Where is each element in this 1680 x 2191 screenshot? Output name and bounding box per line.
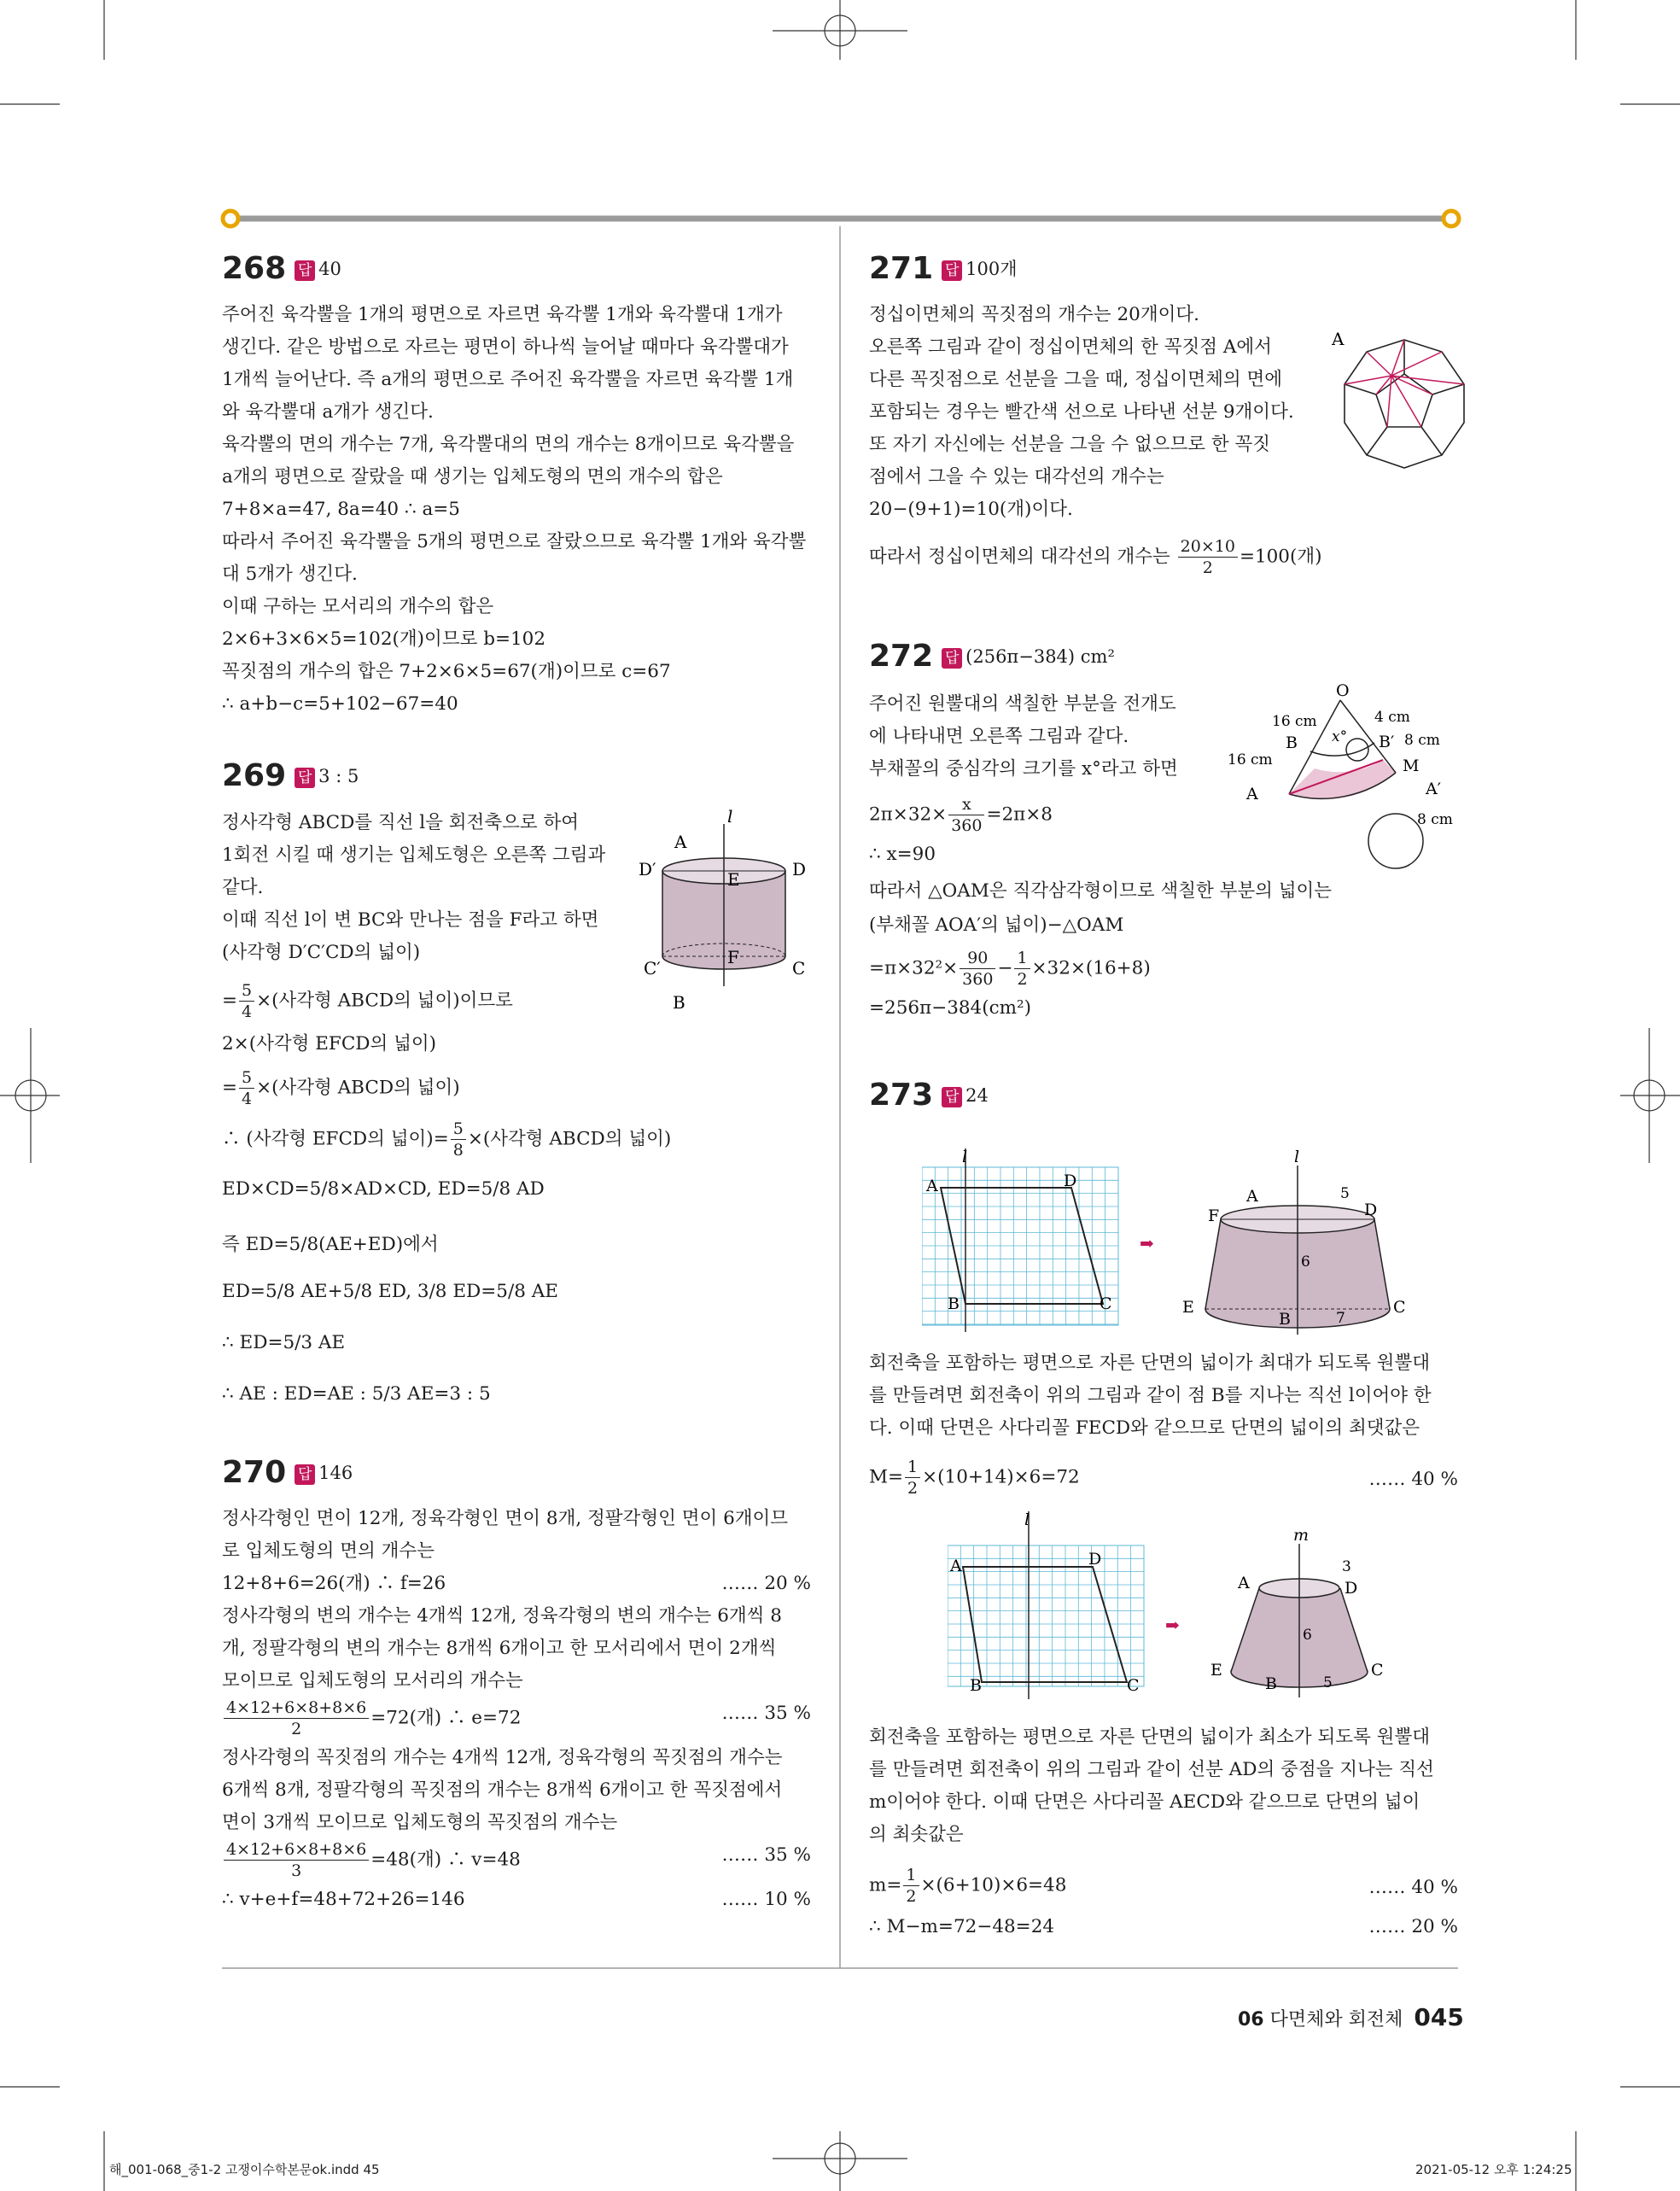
equation: = $\frac{5}{4}$ ×(사각형 ABCD의 넓이) — [222, 1068, 460, 1108]
svg-text:E: E — [1210, 1661, 1222, 1680]
equation: (부채꼴 AOA′의 넓이)−△OAM — [869, 914, 1124, 936]
text-line: 와 육각뿔대 a개가 생긴다. — [222, 401, 434, 423]
sector-figure — [1221, 683, 1468, 871]
svg-text:F: F — [1208, 1207, 1220, 1225]
svg-text:16 cm: 16 cm — [1272, 713, 1317, 730]
svg-text:l: l — [1024, 1511, 1030, 1529]
problem-270-header — [222, 1455, 353, 1490]
answer-mark-icon: 답 — [942, 260, 962, 281]
problem-number: 271 — [869, 251, 934, 286]
text-line: 꼭짓점의 개수의 합은 7+2×6×5=67(개)이므로 c=67 — [222, 661, 671, 682]
equation: ∴ M−m=72−48=24 …… 20 % — [869, 1916, 1458, 1937]
equation: =π×32²× $\frac{90}{360}$ − $\frac{1}{2}$ ×32×(16+8) — [869, 949, 1151, 989]
problem-number: 272 — [869, 639, 934, 674]
text-line: ∴ v+e+f=48+72+26=146 …… 10 % — [222, 1889, 811, 1910]
equation: ∴ (사각형 EFCD의 넓이)= $\frac{5}{8}$ ×(사각형 ABCD의 넓이) — [222, 1119, 672, 1160]
answer: 100개 — [965, 259, 1018, 279]
equation: 따라서 △OAM은 직각삼각형이므로 색칠한 부분의 넓이는 — [869, 880, 1333, 902]
page-footer — [1238, 2003, 1464, 2031]
svg-text:6: 6 — [1301, 1253, 1310, 1271]
svg-text:8 cm: 8 cm — [1417, 811, 1453, 828]
svg-text:A: A — [1246, 785, 1258, 803]
text-line: 1개씩 늘어난다. 즉 a개의 평면으로 주어진 육각뿔을 자르면 육각뿔 1개 — [222, 369, 794, 390]
equation: ∴ x=90 — [869, 844, 936, 865]
svg-text:B: B — [970, 1676, 982, 1695]
svg-text:l: l — [1294, 1148, 1300, 1166]
svg-text:A: A — [926, 1177, 938, 1195]
problem-268-body — [222, 299, 820, 721]
equation: ∴ ED=5/3 AE — [222, 1332, 346, 1353]
text-line: m이어야 한다. 이때 단면은 사다리꼴 AECD와 같으므로 단면의 넓이 — [869, 1791, 1420, 1813]
problem-number: 273 — [869, 1078, 934, 1113]
problem-268-header — [222, 251, 341, 286]
svg-text:B: B — [673, 992, 685, 1013]
svg-text:E: E — [727, 869, 740, 890]
text-line: 회전축을 포함하는 평면으로 자른 단면의 넓이가 최소가 되도록 원뿔대 — [869, 1727, 1430, 1748]
text-line: 주어진 육각뿔을 1개의 평면으로 자르면 육각뿔 1개와 육각뿔대 1개가 — [222, 304, 783, 325]
answer-mark-icon: 답 — [295, 768, 315, 788]
text-line: 에 나타내면 오른쪽 그림과 같다. — [869, 726, 1129, 747]
problem-273-header — [869, 1078, 989, 1113]
section-number: 06 — [1238, 2009, 1264, 2030]
svg-text:➡: ➡ — [1165, 1615, 1180, 1635]
text-line: (사각형 D′C′CD의 넓이) — [222, 942, 421, 963]
svg-text:D: D — [1064, 1171, 1077, 1190]
equation: ED×CD=5/8×AD×CD, ED=5/8 AD — [222, 1178, 545, 1200]
problem-272-header — [869, 639, 1115, 674]
text-line: 주어진 원뿔대의 색칠한 부분을 전개도 — [869, 693, 1176, 715]
svg-text:7: 7 — [1336, 1310, 1345, 1327]
text-line: 면이 3개씩 모이므로 입체도형의 꼭짓점의 개수는 — [222, 1812, 618, 1833]
answer: 24 — [965, 1085, 989, 1106]
svg-text:A: A — [674, 832, 687, 852]
text-line: ∴ a+b−c=5+102−67=40 — [222, 693, 458, 715]
problem-number: 268 — [222, 251, 287, 286]
text-line: 이때 구하는 모서리의 개수의 합은 — [222, 596, 494, 617]
svg-text:C: C — [1127, 1676, 1140, 1695]
svg-text:➡: ➡ — [1140, 1233, 1154, 1253]
svg-text:F: F — [727, 947, 739, 967]
svg-text:D: D — [1345, 1579, 1358, 1598]
svg-text:E: E — [1182, 1298, 1194, 1317]
svg-text:x°: x° — [1332, 728, 1348, 745]
svg-text:C′: C′ — [644, 958, 661, 979]
answer-mark-icon: 답 — [295, 260, 315, 281]
svg-text:4 cm: 4 cm — [1374, 709, 1410, 726]
svg-text:M: M — [1403, 757, 1420, 775]
svg-text:C: C — [1393, 1298, 1406, 1317]
svg-text:D′: D′ — [639, 859, 656, 879]
text-line: 또 자기 자신에는 선분을 그을 수 없으므로 한 꼭짓 — [869, 434, 1271, 455]
svg-text:l: l — [727, 807, 733, 827]
text-line: 육각뿔의 면의 개수는 7개, 육각뿔대의 면의 개수는 8개이므로 육각뿔을 — [222, 434, 795, 455]
svg-text:C: C — [792, 958, 806, 979]
answer-mark-icon: 답 — [295, 1464, 315, 1485]
problem-273-body-2 — [869, 1721, 1458, 1851]
text-line: 같다. — [222, 877, 264, 898]
svg-text:A: A — [1238, 1574, 1250, 1592]
svg-text:C: C — [1371, 1661, 1384, 1680]
equation: m= $\frac{1}{2}$ ×(6+10)×6=48 …… 40 % — [869, 1866, 1458, 1906]
section-title: 다면체와 회전체 — [1269, 2009, 1403, 2030]
text-line: 이때 직선 l이 변 BC와 만나는 점을 F라고 하면 — [222, 909, 599, 931]
equation: =256π−384(cm²) — [869, 997, 1032, 1019]
svg-text:D: D — [792, 859, 807, 879]
svg-text:m: m — [1293, 1526, 1310, 1545]
svg-text:A: A — [1332, 329, 1345, 349]
svg-text:8 cm: 8 cm — [1404, 732, 1440, 749]
svg-text:A′: A′ — [1426, 780, 1442, 798]
answer-mark-icon: 답 — [942, 1087, 962, 1107]
text-line: $\frac{4\times 12+6\times 8+8\times 6}{3}$ =48(개) ∴ v=48 …… 35 % — [222, 1839, 811, 1884]
text-line: 정십이면체의 꼭짓점의 개수는 20개이다. — [869, 304, 1200, 325]
svg-text:3: 3 — [1342, 1558, 1351, 1575]
text-line: 6개씩 8개, 정팔각형의 꼭짓점의 개수는 8개씩 6개이고 한 꼭짓점에서 — [222, 1779, 783, 1801]
text-line: 20−(9+1)=10(개)이다. — [869, 499, 1073, 520]
answer: 146 — [318, 1463, 353, 1483]
text-line: 모이므로 입체도형의 모서리의 개수는 — [222, 1670, 523, 1691]
dodecahedron-figure — [1332, 324, 1477, 487]
text-line: 정사각형의 변의 개수는 4개씩 12개, 정육각형의 변의 개수는 6개씩 8 — [222, 1605, 782, 1627]
svg-text:16 cm: 16 cm — [1228, 751, 1273, 768]
problem-270-body — [222, 1503, 811, 1916]
text-line: 12+8+6=26(개) ∴ f=26 …… 20 % — [222, 1573, 811, 1594]
text-line: 로 입체도형의 면의 개수는 — [222, 1540, 435, 1562]
equation: = $\frac{5}{4}$ ×(사각형 ABCD의 넓이)이므로 — [222, 981, 513, 1021]
answer-mark-icon: 답 — [942, 648, 962, 669]
problem-272-body — [869, 688, 1228, 786]
svg-text:5: 5 — [1340, 1185, 1350, 1202]
problem-number: 270 — [222, 1455, 287, 1490]
svg-text:6: 6 — [1303, 1627, 1312, 1644]
svg-text:5: 5 — [1323, 1674, 1333, 1691]
text-line: 정사각형인 면이 12개, 정육각형인 면이 8개, 정팔각형인 면이 6개이므 — [222, 1508, 789, 1529]
svg-text:B: B — [948, 1294, 960, 1313]
text-line: 개, 정팔각형의 변의 개수는 8개씩 6개이고 한 모서리에서 면이 2개씩 — [222, 1638, 777, 1659]
text-line: 대 5개가 생긴다. — [222, 564, 358, 585]
text-line: 따라서 주어진 육각뿔을 5개의 평면으로 잘랐으므로 육각뿔 1개와 육각뿔 — [222, 531, 807, 552]
text-line: 1회전 시킬 때 생기는 입체도형은 오른쪽 그림과 — [222, 844, 606, 866]
text-line: 정사각형 ABCD를 직선 l을 회전축으로 하여 — [222, 812, 579, 833]
cylinder-figure — [632, 807, 820, 1020]
equation: ∴ AE : ED=AE : 5/3 AE=3 : 5 — [222, 1383, 491, 1405]
text-line: 회전축을 포함하는 평면으로 자른 단면의 넓이가 최대가 되도록 원뿔대 — [869, 1353, 1430, 1374]
svg-text:l: l — [962, 1148, 968, 1166]
equation: 2×(사각형 EFCD의 넓이) — [222, 1033, 437, 1055]
text-line: 2×6+3×6×5=102(개)이므로 b=102 — [222, 628, 546, 650]
equation: 따라서 정십이면체의 대각선의 개수는 $\frac{20\times 10}{2}$ =100(개) — [869, 537, 1322, 577]
equation: ED=5/8 AE+5/8 ED, 3/8 ED=5/8 AE — [222, 1281, 558, 1302]
equation: 2π×32× $\frac{x}{360}$ =2π×8 — [869, 795, 1053, 835]
equation: 즉 ED=5/8(AE+ED)에서 — [222, 1234, 439, 1255]
problem-269-header — [222, 758, 359, 793]
rotation-figure-1 — [922, 1148, 1468, 1336]
svg-text:D: D — [1364, 1201, 1378, 1219]
svg-text:B: B — [1279, 1310, 1291, 1329]
slug-right: 2021-05-12 오후 1:24:25 — [1415, 2162, 1572, 2177]
answer: 3 : 5 — [318, 766, 359, 786]
problem-271-body — [869, 299, 1313, 526]
answer: (256π−384) cm² — [965, 646, 1115, 667]
text-line: 부채꼴의 중심각의 크기를 x°라고 하면 — [869, 758, 1178, 780]
text-line: 생긴다. 같은 방법으로 자르는 평면이 하나씩 늘어날 때마다 육각뿔대가 — [222, 336, 789, 358]
text-line: 오른쪽 그림과 같이 정십이면체의 한 꼭짓점 A에서 — [869, 336, 1272, 358]
text-line: 포함되는 경우는 빨간색 선으로 나타낸 선분 9개이다. — [869, 401, 1294, 423]
svg-text:O: O — [1336, 683, 1350, 700]
slug-left: 해_001-068_중1-2 고쟁이수학본문ok.indd 45 — [109, 2162, 380, 2177]
text-line: 를 만들려면 회전축이 위의 그림과 같이 선분 AD의 중점을 지나는 직선 — [869, 1759, 1434, 1780]
text-line: $\frac{4\times 12+6\times 8+8\times 6}{2}$ =72(개) ∴ e=72 …… 35 % — [222, 1697, 811, 1742]
svg-text:B: B — [1265, 1674, 1277, 1693]
text-line: 의 최솟값은 — [869, 1824, 964, 1845]
text-line: 다른 꼭짓점으로 선분을 그을 때, 정십이면체의 면에 — [869, 369, 1282, 390]
text-line: a개의 평면으로 잘랐을 때 생기는 입체도형의 면의 개수의 합은 — [222, 466, 723, 488]
equation: M= $\frac{1}{2}$ ×(10+14)×6=72 …… 40 % — [869, 1458, 1458, 1498]
text-line: 정사각형의 꼭짓점의 개수는 4개씩 12개, 정육각형의 꼭짓점의 개수는 — [222, 1747, 783, 1768]
svg-text:A: A — [1246, 1187, 1258, 1206]
text-line: 다. 이때 단면은 사다리꼴 FECD와 같으므로 단면의 넓이의 최댓값은 — [869, 1417, 1420, 1439]
problem-273-body-1 — [869, 1347, 1458, 1445]
problem-269-body — [222, 807, 632, 969]
text-line: 를 만들려면 회전축이 위의 그림과 같이 점 B를 지나는 직선 l이어야 한 — [869, 1385, 1432, 1406]
rotation-figure-2 — [948, 1511, 1426, 1708]
svg-text:C: C — [1100, 1294, 1112, 1313]
answer: 40 — [318, 259, 341, 279]
svg-text:B: B — [1286, 733, 1298, 752]
problem-number: 269 — [222, 758, 287, 793]
svg-text:A: A — [950, 1557, 962, 1575]
problem-271-header — [869, 251, 1018, 286]
svg-text:B′: B′ — [1379, 733, 1395, 751]
text-line: 7+8×a=47, 8a=40 ∴ a=5 — [222, 499, 460, 520]
svg-text:D: D — [1088, 1550, 1102, 1569]
page-number: 045 — [1414, 2003, 1464, 2031]
text-line: 점에서 그을 수 있는 대각선의 개수는 — [869, 466, 1164, 488]
